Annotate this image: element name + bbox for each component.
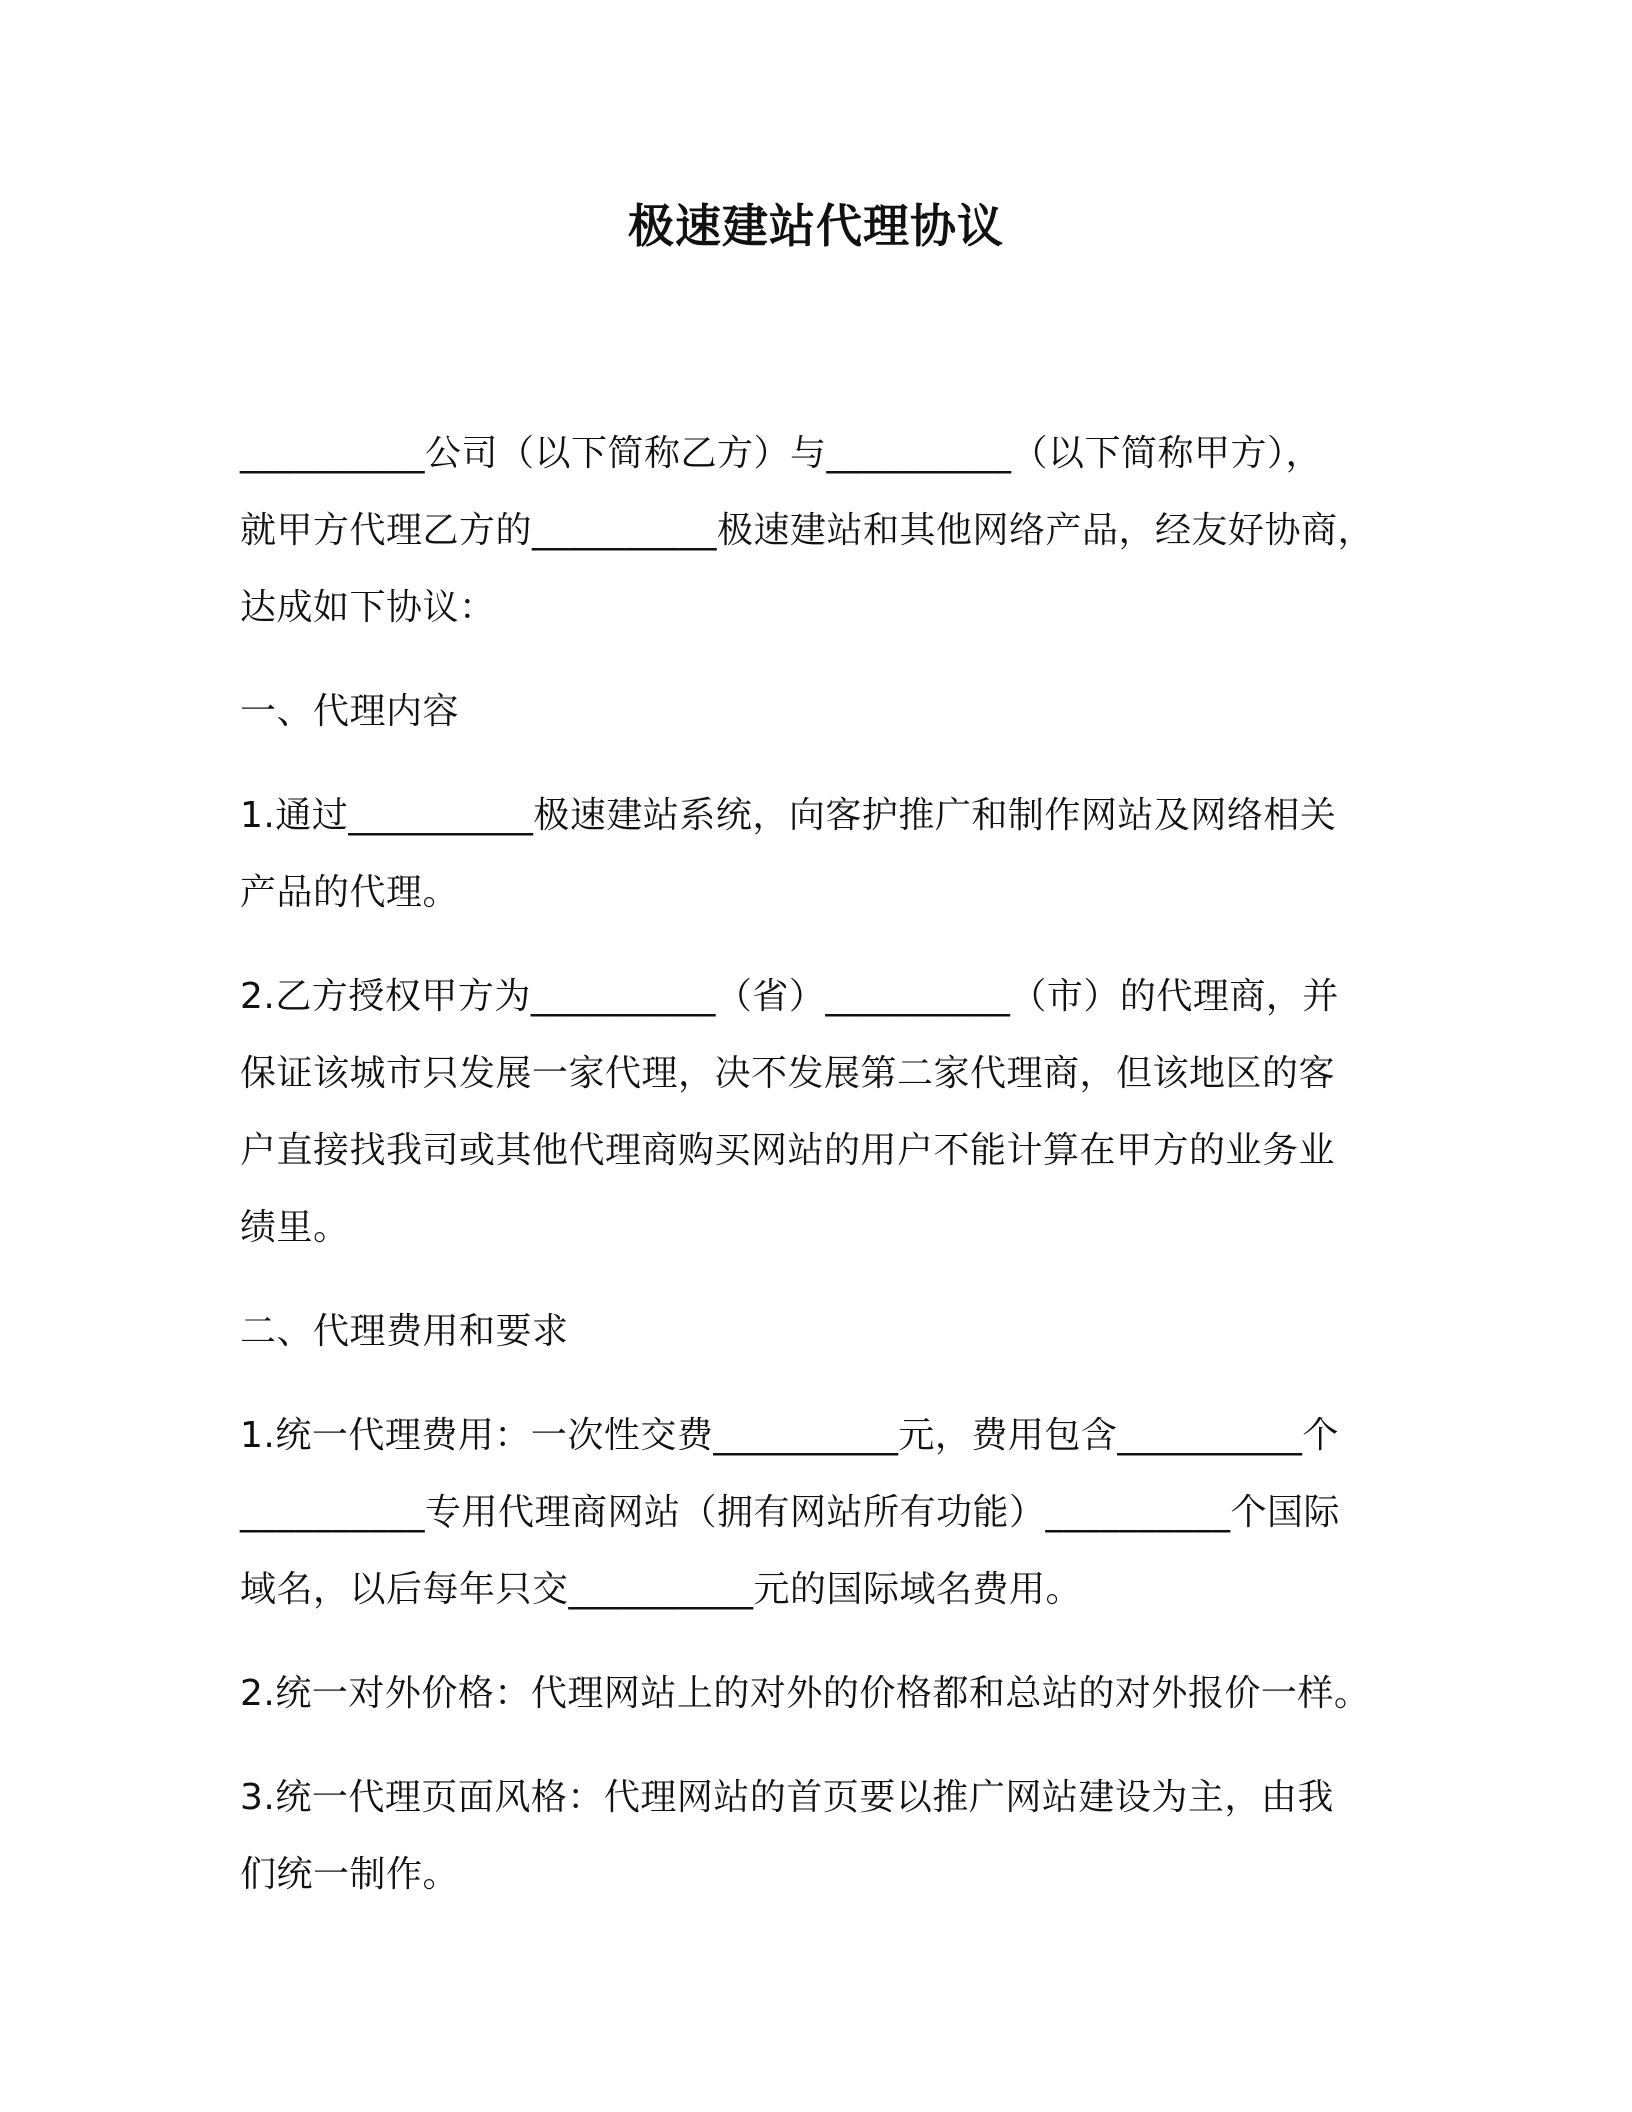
section-heading: 一、代理内容 <box>240 691 460 732</box>
section-heading-agency-content <box>240 673 1420 750</box>
document-body <box>240 415 1420 1940</box>
text-line: 产品的代理。 <box>240 872 460 913</box>
text-line: 就甲方代理乙方的__________极速建站和其他网络产品，经友好协商， <box>240 510 1375 551</box>
text-line: 达成如下协议： <box>240 587 496 628</box>
text-line: 2.统一对外价格：代理网站上的对外的价格都和总站的对外报价一样。 <box>240 1673 1371 1714</box>
section-heading-fees <box>240 1293 1420 1370</box>
text-line: __________公司（以下简称乙方）与__________（以下简称甲方）， <box>240 433 1323 474</box>
text-line: 域名，以后每年只交__________元的国际域名费用。 <box>240 1569 1083 1610</box>
text-line: 1.通过__________极速建站系统，向客护推广和制作网站及网络相关 <box>240 795 1337 836</box>
document-title: 极速建站代理协议 <box>628 199 1004 253</box>
agency-content-item-2 <box>240 958 1420 1266</box>
agency-content-item-1 <box>240 777 1420 931</box>
text-line: 户直接找我司或其他代理商购买网站的用户不能计算在甲方的业务业 <box>240 1130 1336 1171</box>
text-line: 们统一制作。 <box>240 1854 460 1895</box>
intro-paragraph <box>240 415 1420 646</box>
text-line: 绩里。 <box>240 1207 350 1248</box>
fees-item-1 <box>240 1397 1420 1628</box>
fees-item-2 <box>240 1655 1420 1732</box>
text-line: 保证该城市只发展一家代理，决不发展第二家代理商，但该地区的客 <box>240 1053 1336 1094</box>
fees-item-3 <box>240 1759 1420 1913</box>
text-line: 2.乙方授权甲方为__________（省）__________（市）的代理商，并 <box>240 976 1339 1017</box>
text-line: __________专用代理商网站（拥有网站所有功能）__________个国际 <box>240 1492 1341 1533</box>
section-heading: 二、代理费用和要求 <box>240 1311 569 1352</box>
text-line: 3.统一代理页面风格：代理网站的首页要以推广网站建设为主，由我 <box>240 1777 1334 1818</box>
text-line: 1.统一代理费用：一次性交费__________元，费用包含__________个 <box>240 1415 1339 1456</box>
